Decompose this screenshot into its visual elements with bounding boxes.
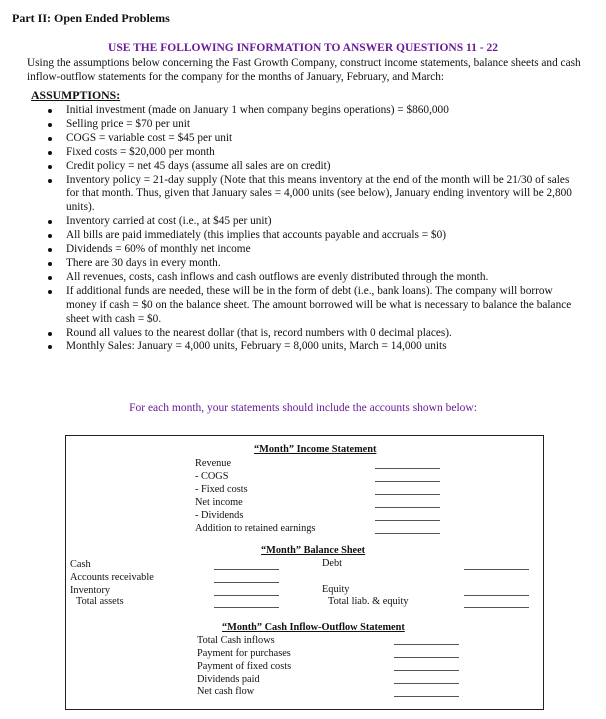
cash-flow-title: “Month” Cash Inflow-Outflow Statement — [222, 622, 405, 633]
assumption-item: Selling price = $70 per unit — [48, 118, 582, 132]
statements-box — [65, 435, 544, 710]
assumption-item: There are 30 days in every month. — [48, 257, 582, 271]
assumption-item: COGS = variable cost = $45 per unit — [48, 132, 582, 146]
total-assets-label: Total assets — [76, 596, 124, 607]
income-line-label: Addition to retained earnings — [195, 523, 316, 534]
assumption-item: Initial investment (made on January 1 when company begins operations) = $860,000 — [48, 104, 582, 118]
answer-blank — [394, 696, 459, 697]
equity-label: Equity — [322, 584, 350, 595]
income-line-label: - COGS — [195, 471, 229, 482]
cash-flow-line-label: Payment of fixed costs — [197, 661, 292, 672]
assumption-item: All revenues, costs, cash inflows and cash outflows are evenly distributed through the month. — [48, 271, 582, 285]
answer-blank — [375, 481, 440, 482]
answer-blank — [394, 657, 459, 658]
assumption-item: Dividends = 60% of monthly net income — [48, 243, 582, 257]
answer-blank — [394, 683, 459, 684]
balance-sheet-title: “Month” Balance Sheet — [261, 545, 366, 556]
answer-blank — [375, 520, 440, 521]
answer-blank — [214, 582, 279, 583]
debt-label: Debt — [322, 558, 343, 569]
answer-blank — [214, 607, 279, 608]
assumption-item: Monthly Sales: January = 4,000 units, February = 8,000 units, March = 14,000 units — [48, 340, 582, 354]
cash-flow-line-label: Net cash flow — [197, 686, 255, 697]
balance-asset-label: Inventory — [70, 585, 111, 596]
intro-paragraph: Using the assumptions below concerning the Fast Growth Company, construct income statements, balance sheets and cash inflow-outflow statements for the company for the months of January, February, and March: — [27, 57, 581, 83]
balance-asset-label: Accounts receivable — [70, 572, 154, 583]
assumptions-title: ASSUMPTIONS: — [31, 88, 121, 102]
answer-blank — [375, 494, 440, 495]
assumption-item: Inventory carried at cost (i.e., at $45 per unit) — [48, 215, 582, 229]
cash-flow-line-label: Payment for purchases — [197, 648, 291, 659]
income-line-label: - Dividends — [195, 510, 244, 521]
answer-blank — [375, 468, 440, 469]
part-title: Part II: Open Ended Problems — [12, 11, 170, 25]
total-liab-equity-label: Total liab. & equity — [328, 596, 409, 607]
income-statement-title: “Month” Income Statement — [254, 444, 377, 455]
answer-blank — [214, 569, 279, 570]
answer-blank — [464, 595, 529, 596]
section-heading: USE THE FOLLOWING INFORMATION TO ANSWER QUESTIONS 11 - 22 — [108, 42, 498, 54]
income-line-label: Net income — [195, 497, 243, 508]
assumption-item: All bills are paid immediately (this implies that accounts payable and accruals = $0) — [48, 229, 582, 243]
answer-blank — [375, 533, 440, 534]
assumption-item: Fixed costs = $20,000 per month — [48, 146, 582, 160]
answer-blank — [375, 507, 440, 508]
answer-blank — [214, 595, 279, 596]
assumption-item: Inventory policy = 21-day supply (Note that this means inventory at the end of the month will be 21/30 of sales for that month. Thus, given that January sales = 4,000 units (see below), January ending inventory will be 2,800 units). — [48, 174, 582, 216]
assumptions-list — [48, 104, 582, 354]
income-line-label: - Fixed costs — [195, 484, 248, 495]
cash-flow-line-label: Dividends paid — [197, 674, 260, 685]
answer-blank — [394, 670, 459, 671]
income-line-label: Revenue — [195, 458, 232, 469]
answer-blank — [464, 607, 529, 608]
assumption-item: If additional funds are needed, these will be in the form of debt (i.e., bank loans). The company will borrow money if cash = $0 on the balance sheet. The amount borrowed will be what is necessary to balance the balance sheet with cash = $0. — [48, 285, 582, 327]
answer-blank — [464, 569, 529, 570]
assumption-item: Credit policy = net 45 days (assume all sales are on credit) — [48, 160, 582, 174]
statements-intro: For each month, your statements should include the accounts shown below: — [129, 402, 477, 414]
answer-blank — [394, 644, 459, 645]
balance-asset-label: Cash — [70, 559, 91, 570]
assumption-item: Round all values to the nearest dollar (that is, record numbers with 0 decimal places). — [48, 327, 582, 341]
cash-flow-line-label: Total Cash inflows — [197, 635, 275, 646]
